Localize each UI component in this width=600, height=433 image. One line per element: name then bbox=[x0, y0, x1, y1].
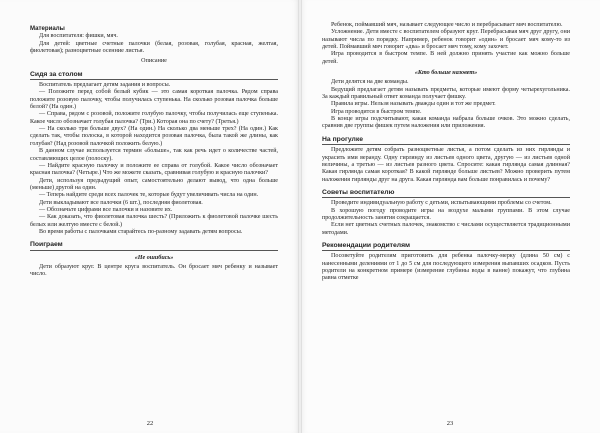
paragraph: — Найдите красную палочку и положите ее справа от голубой. Какое число обозначает красная палочка? (Четыре.) Что же можете сказать, сравнивая голубую и красную палочки? bbox=[30, 162, 278, 177]
game-title: «Кто больше назовет» bbox=[414, 70, 478, 77]
paragraph: Проведите индивидуальную работу с детьми, испытывающими проблемы со счетом. bbox=[331, 200, 552, 207]
section-heading-walk: На прогулке bbox=[322, 136, 570, 145]
walk-text: Предложите детям собрать разноцветные листья, а потом сделать из них гирлянды и украсить ими веранду. Одну гирлянду из листьев одного цвета, другую — из листьев одной величины, а третью — из листьев разного цвета. Спросите: какая гирлянда самая длинная? Какая гирлянда самая короткая? В какой гирлянде больше листьев? Можно проверить путем наложения гирлянды друг на друга. Какая гирлянда вам больше понравилась и почему? bbox=[322, 147, 570, 183]
paragraph: Ребенок, поймавший мяч, называет следующее число и перебрасывает мяч воспитателю. bbox=[331, 22, 563, 28]
paragraph: — На сколько три больше двух? (На один.) На сколько два меньше трех? (На один.) Как сделать так, чтобы полоска, в которой находится розовая палочка, была такой же длины, как голубая? (Над розовой палочкой положить белую.) bbox=[30, 126, 278, 147]
materials-teacher: Для воспитателя: фишки, мяч. bbox=[39, 33, 118, 40]
paragraph: Во время работы с палочками старайтесь по-разному задавать детям вопросы. bbox=[39, 228, 243, 235]
right-page bbox=[300, 0, 600, 433]
game-title: «Не ошибись» bbox=[134, 254, 174, 261]
paragraph: В данном случае используется термин «больше», так как речь идет о количестве частей, составляющих целое (полоску). bbox=[30, 148, 278, 162]
paragraph: Игра проводится в быстром темпе. В ней должно принять участие как можно больше детей. bbox=[322, 51, 570, 65]
paragraph: Воспитатель предлагает детям задания и вопросы. bbox=[39, 82, 171, 89]
paragraph: Ведущий предлагает детям называть предметы, которые имеют форму четырехугольника. За каждый правильный ответ команда получает фишку. bbox=[322, 86, 570, 101]
section-heading-play: Поиграем bbox=[30, 241, 278, 250]
paragraph: — Положите перед собой белый кубик — это самая короткая палочка. Рядом справа положите розовую палочку, чтобы получилась ступенька. На сколько розовая палочка больше белой? (На один.) bbox=[30, 89, 278, 111]
game-text: Дети образуют круг. В центре круга воспитатель. Он бросает мяч ребенку и называет число. bbox=[30, 263, 278, 278]
page-number-left: 22 bbox=[146, 419, 154, 427]
paragraph: Дети делятся на две команды. bbox=[331, 79, 409, 86]
section-heading-advice: Советы воспитателю bbox=[322, 189, 570, 198]
paragraph: — Теперь найдите среди всех палочек те, которые будут увеличивать числа на один. bbox=[39, 192, 259, 199]
page-number-right: 23 bbox=[446, 419, 454, 427]
paragraph: — Обозначьте цифрами все палочки и назовите их. bbox=[39, 206, 173, 213]
paragraph: В конце игры подсчитывают, какая команда набрала больше очков. Это можно сделать, сравнив две группы фишек путем наложения или приложения. bbox=[322, 116, 570, 130]
paragraph: — Как доказать, что фиолетовая палочка шесть? (Приложить к фиолетовой палочке шесть белых или желтую вместе с белой.) bbox=[30, 214, 278, 228]
section-heading-sitting: Сидя за столом bbox=[30, 71, 278, 80]
materials-children: Для детей: цветные счетные палочки (белая, розовая, голубая, красная, желтая, фиолетовая); разноцветные осенние листья. bbox=[30, 40, 278, 55]
materials-heading: Материалы bbox=[30, 25, 65, 32]
paragraph: Если нет цветных счетных палочек, знакомство с числами осуществляется традиционными методами. bbox=[322, 222, 570, 236]
parents-text: Посоветуйте родителям приготовить для ребенка палочку-мерку (длина 50 см) с нанесенными делениями от 1 до 5 см для последующего измерения выпавших осадков. Пусть родители на конкретном примере (измерение глубины воды в ванне) покажут, что глубина равна отметке bbox=[322, 253, 570, 282]
paragraph: Игра проводится в быстром темпе. bbox=[331, 108, 422, 115]
section-heading-parents: Рекомендации родителям bbox=[322, 242, 570, 251]
paragraph: Дети выкладывают все палочки (6 шт.), последняя фиолетовая. bbox=[39, 199, 203, 206]
paragraph: Дети, используя предыдущий опыт, самостоятельно делают вывод, что одна больше (меньше) другой на один. bbox=[30, 177, 278, 191]
description-heading: Описание bbox=[141, 58, 167, 65]
book-gutter bbox=[298, 0, 302, 433]
paragraph: В хорошую погоду проводите игры на воздухе малыми группами. В этом случае продолжительность занятия сокращается. bbox=[322, 207, 570, 221]
paragraph: Правила игры. Нельзя называть дважды один и тот же предмет. bbox=[331, 101, 496, 108]
paragraph: — Справа, рядом с розовой, положите голубую палочку, чтобы получилась еще ступенька. Какое число обозначает голубая палочка? (Три.) Которая она по счету? (Третья.) bbox=[30, 111, 278, 125]
paragraph: Усложнение. Дети вместе с воспитателем образуют круг. Перебрасывая мяч друг другу, они называют числа по порядку. Например, ребенок говорит «один» и бросает мяч кому-то из детей. Поймавший мяч говорит «два» и бросает мяч тому, кому захочет. bbox=[322, 29, 570, 51]
